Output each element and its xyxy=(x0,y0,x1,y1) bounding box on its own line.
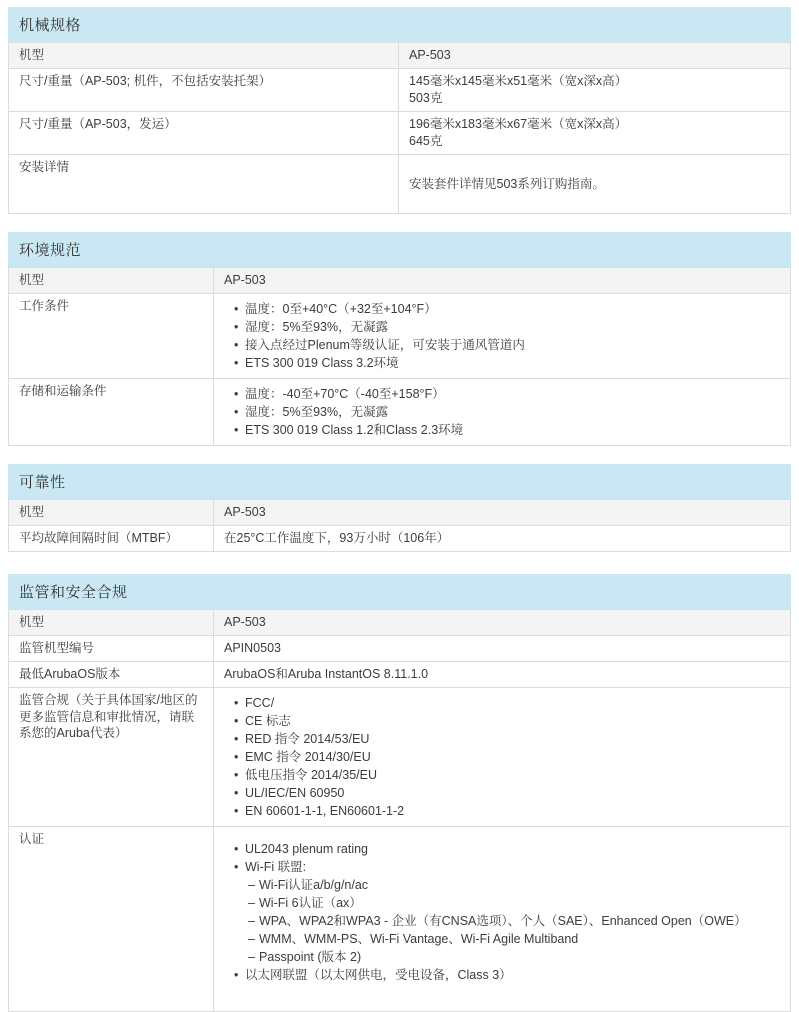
bullet-list xyxy=(224,840,780,984)
bullet-item: • 温度：-40至+70°C（-40至+158°F） xyxy=(234,385,780,403)
value-line: 503克 xyxy=(409,91,443,105)
row-value xyxy=(214,379,791,446)
row-label: 机型 xyxy=(9,43,399,69)
sub-bullet-item: – Wi-Fi认证a/b/g/n/ac xyxy=(248,876,780,894)
row-value xyxy=(214,636,791,662)
bullet-item: • RED 指令 2014/53/EU xyxy=(234,730,780,748)
section-title: 监管和安全合规 xyxy=(19,584,128,601)
table-row xyxy=(9,294,791,379)
bullet-list xyxy=(224,385,780,439)
sub-bullet-item: – Passpoint (版本 2) xyxy=(248,948,780,966)
section-header xyxy=(8,464,791,499)
bullet-item: • FCC/ xyxy=(234,694,780,712)
table-row xyxy=(9,268,791,294)
row-label: 工作条件 xyxy=(9,294,214,379)
bullet-item: • Wi-Fi 联盟: xyxy=(234,858,780,876)
row-value xyxy=(214,827,791,1012)
section-header xyxy=(8,574,791,609)
bullet-item: • 温度：0至+40°C（+32至+104°F） xyxy=(234,300,780,318)
bullet-item: • EN 60601-1-1, EN60601-1-2 xyxy=(234,802,780,820)
row-label: 监管合规（关于具体国家/地区的更多监管信息和审批情况，请联系您的Aruba代表） xyxy=(9,688,214,827)
section-header xyxy=(8,232,791,267)
row-value xyxy=(214,268,791,294)
value-line: APIN0503 xyxy=(224,641,281,655)
value-line: ArubaOS和Aruba InstantOS 8.11.1.0 xyxy=(224,667,429,681)
bullet-item: • 湿度：5%至93%，无凝露 xyxy=(234,318,780,336)
table-row xyxy=(9,500,791,526)
row-label: 安装详情 xyxy=(9,155,399,214)
value-line: 安装套件详情见503系列订购指南。 xyxy=(409,176,605,191)
table-row xyxy=(9,69,791,112)
row-label: 认证 xyxy=(9,827,214,1012)
row-value xyxy=(399,69,791,112)
value-line: AP-503 xyxy=(224,615,266,629)
row-value xyxy=(214,610,791,636)
section-regulatory-safety-compliance xyxy=(8,574,791,1012)
spec-table xyxy=(8,609,791,1012)
section-title: 机械规格 xyxy=(19,17,82,34)
bullet-item: • UL/IEC/EN 60950 xyxy=(234,784,780,802)
spec-table xyxy=(8,267,791,446)
table-row xyxy=(9,827,791,1012)
row-label: 机型 xyxy=(9,610,214,636)
row-value xyxy=(214,662,791,688)
row-value xyxy=(399,112,791,155)
bullet-list xyxy=(224,694,780,820)
value-line: AP-503 xyxy=(224,273,266,287)
bullet-item: • ETS 300 019 Class 1.2和Class 2.3环境 xyxy=(234,421,780,439)
value-line: 145毫米x145毫米x51毫米（宽x深x高） xyxy=(409,74,628,88)
row-label: 机型 xyxy=(9,500,214,526)
row-label: 监管机型编号 xyxy=(9,636,214,662)
row-value xyxy=(399,155,791,214)
row-value xyxy=(214,526,791,552)
bullet-item: • CE 标志 xyxy=(234,712,780,730)
bullet-item: • 接入点经过Plenum等级认证，可安装于通风管道内 xyxy=(234,336,780,354)
row-label: 存储和运输条件 xyxy=(9,379,214,446)
section-title: 可靠性 xyxy=(19,474,66,491)
value-line: 在25°C工作温度下，93万小时（106年） xyxy=(224,531,450,545)
row-value xyxy=(214,294,791,379)
bullet-item: • 湿度：5%至93%，无凝露 xyxy=(234,403,780,421)
table-row xyxy=(9,610,791,636)
value-line: AP-503 xyxy=(224,505,266,519)
bullet-item: • EMC 指令 2014/30/EU xyxy=(234,748,780,766)
table-row xyxy=(9,112,791,155)
row-value xyxy=(214,500,791,526)
row-label: 尺寸/重量（AP-503; 机件，不包括安装托架） xyxy=(9,69,399,112)
section-reliability xyxy=(8,464,791,552)
sub-bullet-item: – WPA、WPA2和WPA3 - 企业（有CNSA选项）、个人（SAE）、Enhanced Open（OWE） xyxy=(248,912,780,930)
row-label: 最低ArubaOS版本 xyxy=(9,662,214,688)
table-row xyxy=(9,526,791,552)
table-row xyxy=(9,155,791,214)
row-label: 机型 xyxy=(9,268,214,294)
row-value xyxy=(214,688,791,827)
bullet-item: • 低电压指令 2014/35/EU xyxy=(234,766,780,784)
spec-table xyxy=(8,42,791,214)
bullet-item: • 以太网联盟（以太网供电，受电设备，Class 3） xyxy=(234,966,780,984)
row-label: 尺寸/重量（AP-503，发运） xyxy=(9,112,399,155)
section-header xyxy=(8,7,791,42)
section-mechanical-specs xyxy=(8,7,791,214)
sub-bullet-item: – Wi-Fi 6认证（ax） xyxy=(248,894,780,912)
row-value xyxy=(399,43,791,69)
sub-bullet-item: – WMM、WMM-PS、Wi-Fi Vantage、Wi-Fi Agile Multiband xyxy=(248,930,780,948)
table-row xyxy=(9,688,791,827)
value-line: 645克 xyxy=(409,134,443,148)
section-title: 环境规范 xyxy=(19,242,82,259)
row-label: 平均故障间隔时间（MTBF） xyxy=(9,526,214,552)
table-row xyxy=(9,662,791,688)
section-environmental-specs xyxy=(8,232,791,446)
value-line: AP-503 xyxy=(409,48,451,62)
bullet-list xyxy=(224,300,780,372)
table-row xyxy=(9,379,791,446)
bullet-item: • UL2043 plenum rating xyxy=(234,840,780,858)
bullet-item: • ETS 300 019 Class 3.2环境 xyxy=(234,354,780,372)
value-line: 196毫米x183毫米x67毫米（宽x深x高） xyxy=(409,117,628,131)
table-row xyxy=(9,43,791,69)
spec-table xyxy=(8,499,791,552)
table-row xyxy=(9,636,791,662)
